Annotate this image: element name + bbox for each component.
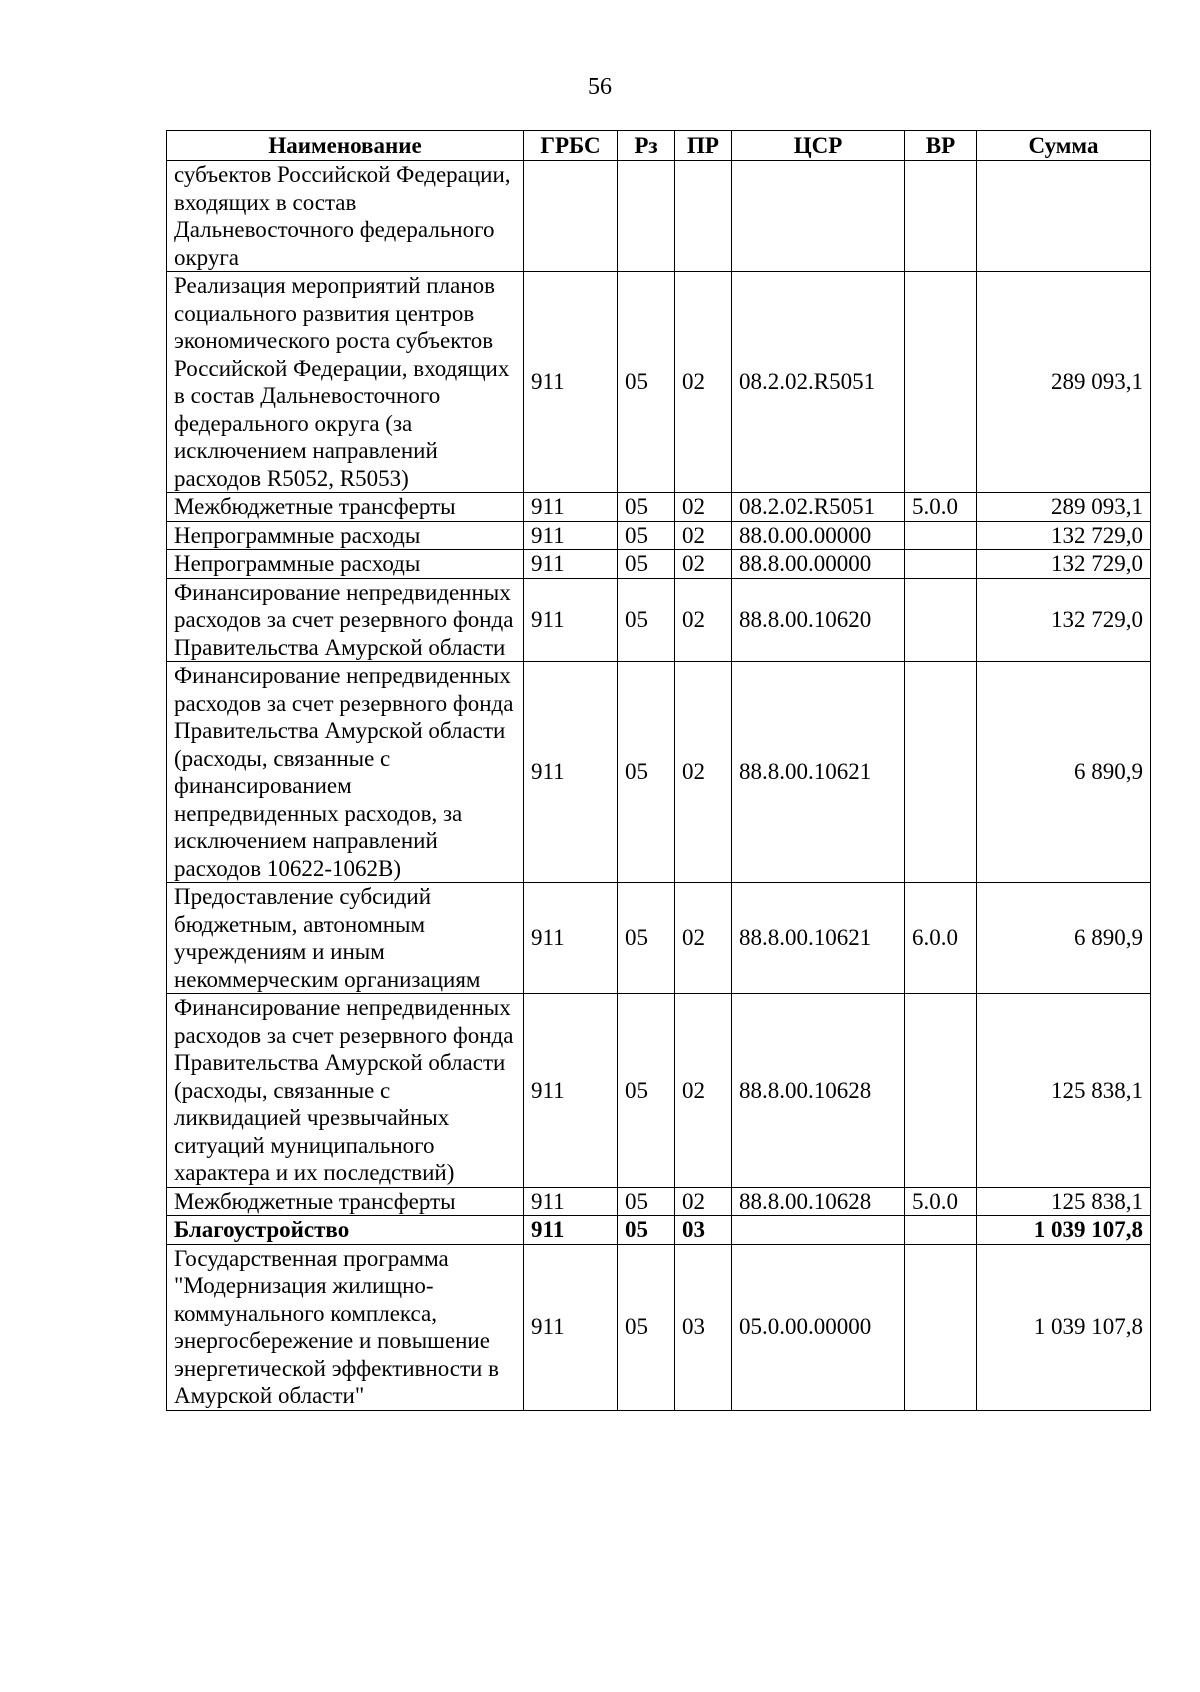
cell-pr: 02	[675, 493, 732, 522]
table-row	[167, 578, 1151, 662]
table-row	[167, 1244, 1151, 1410]
cell-sum: 6 890,9	[977, 883, 1151, 994]
table-row	[167, 883, 1151, 994]
cell-grbs: 911	[524, 1216, 618, 1245]
cell-sum: 289 093,1	[977, 493, 1151, 522]
cell-rz: 05	[618, 1187, 675, 1216]
cell-grbs: 911	[524, 578, 618, 662]
cell-vr: 5.0.0	[905, 1187, 977, 1216]
cell-grbs: 911	[524, 272, 618, 493]
cell-pr: 02	[675, 272, 732, 493]
cell-sum	[977, 161, 1151, 272]
header-rz: Рз	[618, 131, 675, 161]
table-header-row	[167, 131, 1151, 161]
table-row-section-total	[167, 1216, 1151, 1245]
header-name: Наименование	[167, 131, 524, 161]
cell-rz: 05	[618, 1216, 675, 1245]
cell-name: субъектов Российской Федерации, входящих в состав Дальневосточного федерального округа	[167, 161, 524, 272]
cell-pr: 02	[675, 994, 732, 1188]
cell-csr	[732, 161, 905, 272]
cell-rz	[618, 161, 675, 272]
cell-pr: 02	[675, 521, 732, 550]
cell-pr: 02	[675, 662, 732, 883]
cell-name: Непрограммные расходы	[167, 550, 524, 579]
cell-grbs: 911	[524, 994, 618, 1188]
budget-table	[166, 130, 1151, 1411]
cell-name: Реализация мероприятий планов социального развития центров экономического роста субъектов Российской Федерации, входящих в состав Дальневосточного федерального округа (за исключением направлений расходов R5052, R5053)	[167, 272, 524, 493]
cell-name: Благоустройство	[167, 1216, 524, 1245]
cell-rz: 05	[618, 883, 675, 994]
cell-csr: 88.8.00.10628	[732, 994, 905, 1188]
cell-name: Государственная программа "Модернизация жилищно-коммунального комплекса, энергосбережение и повышение энергетической эффективности в Амурской области"	[167, 1244, 524, 1410]
cell-sum: 125 838,1	[977, 994, 1151, 1188]
cell-grbs: 911	[524, 521, 618, 550]
cell-grbs: 911	[524, 662, 618, 883]
cell-vr	[905, 161, 977, 272]
table-row	[167, 1187, 1151, 1216]
cell-rz: 05	[618, 272, 675, 493]
cell-pr: 02	[675, 550, 732, 579]
table-row	[167, 994, 1151, 1188]
cell-grbs: 911	[524, 1187, 618, 1216]
cell-pr: 02	[675, 578, 732, 662]
cell-grbs: 911	[524, 493, 618, 522]
cell-vr	[905, 521, 977, 550]
table-row	[167, 521, 1151, 550]
cell-vr	[905, 1244, 977, 1410]
cell-name: Финансирование непредвиденных расходов за счет резервного фонда Правительства Амурской области (расходы, связанные с финансированием непредвиденных расходов, за исключением направлений расходов 10622-1062В)	[167, 662, 524, 883]
cell-vr: 5.0.0	[905, 493, 977, 522]
cell-grbs: 911	[524, 550, 618, 579]
header-csr: ЦСР	[732, 131, 905, 161]
cell-pr: 02	[675, 1187, 732, 1216]
page-number: 56	[588, 74, 612, 100]
table-row	[167, 272, 1151, 493]
cell-rz: 05	[618, 578, 675, 662]
cell-vr	[905, 578, 977, 662]
cell-name: Финансирование непредвиденных расходов за счет резервного фонда Правительства Амурской области	[167, 578, 524, 662]
cell-rz: 05	[618, 521, 675, 550]
cell-csr: 88.8.00.10628	[732, 1187, 905, 1216]
table-row	[167, 161, 1151, 272]
cell-vr	[905, 272, 977, 493]
cell-grbs	[524, 161, 618, 272]
cell-vr: 6.0.0	[905, 883, 977, 994]
cell-pr: 02	[675, 883, 732, 994]
cell-vr	[905, 662, 977, 883]
cell-sum: 132 729,0	[977, 578, 1151, 662]
cell-rz: 05	[618, 550, 675, 579]
table-row	[167, 550, 1151, 579]
cell-name: Финансирование непредвиденных расходов за счет резервного фонда Правительства Амурской области (расходы, связанные с ликвидацией чрезвычайных ситуаций муниципального характера и их последствий)	[167, 994, 524, 1188]
cell-pr: 03	[675, 1244, 732, 1410]
cell-csr: 08.2.02.R5051	[732, 493, 905, 522]
cell-csr: 88.0.00.00000	[732, 521, 905, 550]
header-vr: ВР	[905, 131, 977, 161]
cell-csr: 88.8.00.10621	[732, 883, 905, 994]
cell-sum: 132 729,0	[977, 550, 1151, 579]
cell-csr: 05.0.00.00000	[732, 1244, 905, 1410]
table-row	[167, 662, 1151, 883]
cell-vr	[905, 1216, 977, 1245]
cell-csr: 08.2.02.R5051	[732, 272, 905, 493]
header-grbs: ГРБС	[524, 131, 618, 161]
cell-csr	[732, 1216, 905, 1245]
cell-csr: 88.8.00.00000	[732, 550, 905, 579]
cell-rz: 05	[618, 994, 675, 1188]
cell-grbs: 911	[524, 883, 618, 994]
cell-pr	[675, 161, 732, 272]
cell-csr: 88.8.00.10620	[732, 578, 905, 662]
cell-sum: 1 039 107,8	[977, 1216, 1151, 1245]
cell-sum: 6 890,9	[977, 662, 1151, 883]
cell-rz: 05	[618, 1244, 675, 1410]
cell-pr: 03	[675, 1216, 732, 1245]
cell-grbs: 911	[524, 1244, 618, 1410]
cell-sum: 289 093,1	[977, 272, 1151, 493]
cell-vr	[905, 994, 977, 1188]
cell-sum: 1 039 107,8	[977, 1244, 1151, 1410]
cell-csr: 88.8.00.10621	[732, 662, 905, 883]
cell-name: Межбюджетные трансферты	[167, 493, 524, 522]
cell-name: Предоставление субсидий бюджетным, автономным учреждениям и иным некоммерческим организациям	[167, 883, 524, 994]
header-pr: ПР	[675, 131, 732, 161]
cell-rz: 05	[618, 493, 675, 522]
header-sum: Сумма	[977, 131, 1151, 161]
table-row	[167, 493, 1151, 522]
cell-rz: 05	[618, 662, 675, 883]
cell-sum: 132 729,0	[977, 521, 1151, 550]
cell-sum: 125 838,1	[977, 1187, 1151, 1216]
cell-name: Непрограммные расходы	[167, 521, 524, 550]
cell-name: Межбюджетные трансферты	[167, 1187, 524, 1216]
cell-vr	[905, 550, 977, 579]
